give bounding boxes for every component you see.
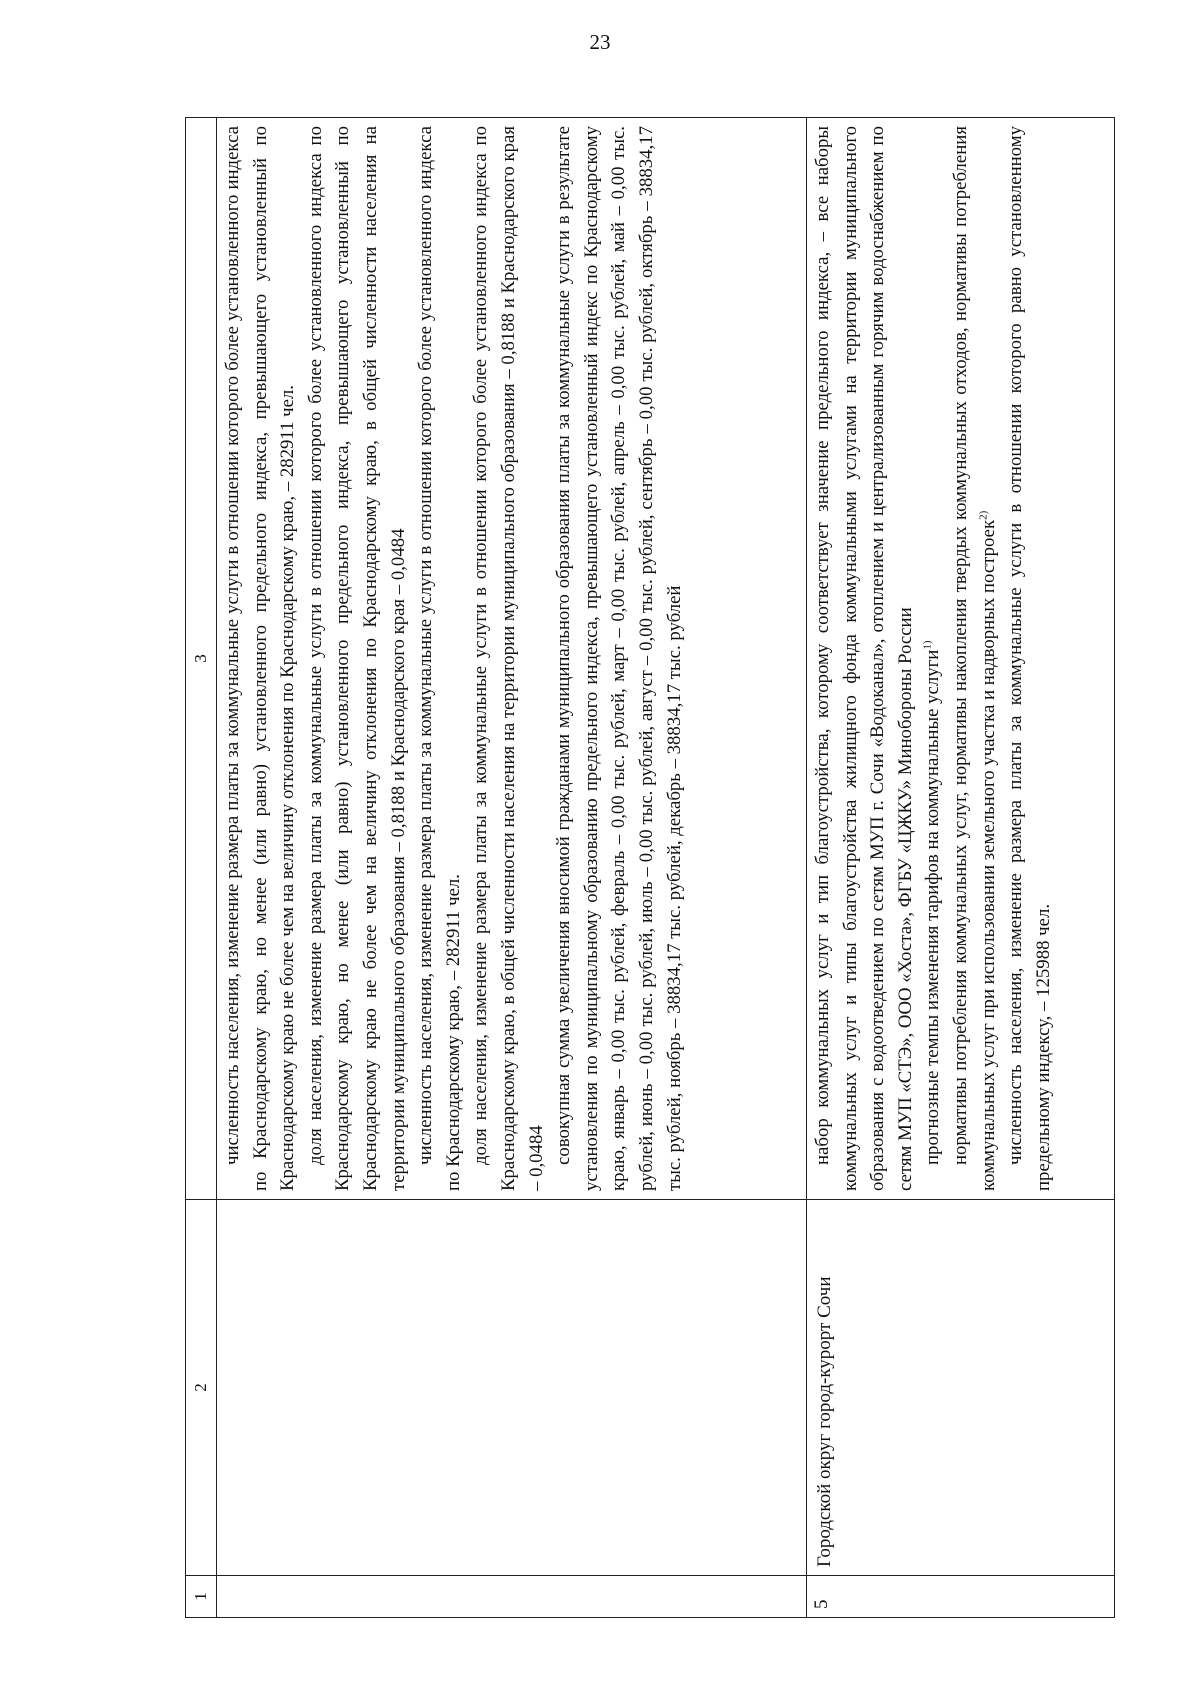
paragraph: численность населения, изменение размера платы за коммунальные услуги в отношении которого более установленного индекса по Краснодарскому краю, – 282911 чел. — [415, 126, 464, 1191]
footnote-ref: 1) — [922, 640, 935, 650]
table-row — [217, 118, 807, 1618]
table-row — [807, 118, 1115, 1618]
paragraph — [919, 126, 947, 1191]
paragraph-text: прогнозные темпы изменения тарифов на коммунальные услуги — [922, 649, 944, 1165]
paragraph: численность населения, изменение размера платы за коммунальные услуги в отношении которого более установленного индекса по Краснодарскому краю, но менее (или равно) установленного предельного индекса, превышающего установленный по Краснодарскому краю не более чем на величину отклонения по Краснодарскому краю, – 282911 чел. — [222, 126, 299, 1191]
paragraph-text: нормативы потребления коммунальных услуг, нормативы накопления твердых коммунальных отходов, нормативы потребления коммунальных услуг при использовании земельного участка и надворных построек — [949, 126, 999, 1191]
header-cell-3: 3 — [186, 118, 217, 1200]
paragraph: доля населения, изменение размера платы за коммунальные услуги в отношении которого более установленного индекса по Краснодарскому краю, в общей численности населения на территории муниципального образования – 0,8188 и Краснодарского края – 0,0484 — [470, 126, 547, 1191]
page-number: 23 — [589, 30, 611, 54]
footnote-ref: 2) — [977, 510, 990, 520]
table-header-row — [186, 118, 217, 1618]
header-cell-1: 1 — [186, 1576, 217, 1618]
paragraph: численность населения, изменение размера платы за коммунальные услуги в отношении которого равно установленному предельному индексу, – 125988 чел. — [1005, 126, 1054, 1191]
row-number-cell — [217, 1576, 807, 1618]
row-number-cell: 5 — [807, 1576, 1115, 1618]
region-cell: Городской округ город-курорт Сочи — [807, 1200, 1115, 1576]
paragraph — [947, 126, 1002, 1191]
paragraph: набор коммунальных услуг и тип благоустройства, которому соответствует значение предельного индекса, – все наборы коммунальных услуг и типы благоустройства жилищного фонда коммунальными услугами на территории муниципального образования с водоотведением по сетям МУП г. Сочи «Водоканал», отоплением и централизованным горячим водоснабжением по сетям МУП «СТЭ», ООО «Хоста», ФГБУ «ЦЖКУ» Минобороны России — [812, 126, 916, 1191]
paragraph: совокупная сумма увеличения вносимой гражданами муниципального образования платы за коммунальные услуги в результате установления по муниципальному образованию предельного индекса, превышающего установленный индекс по Краснодарскому краю, январь – 0,00 тыс. рублей, февраль – 0,00 тыс. рублей, март – 0,00 тыс. рублей, апрель – 0,00 тыс. рублей, май – 0,00 тыс. рублей, июнь – 0,00 тыс. рублей, июль – 0,00 тыс. рублей, август – 0,00 тыс. рублей, сентябрь – 0,00 тыс. рублей, октябрь – 38834,17 тыс. рублей, ноябрь – 38834,17 тыс. рублей, декабрь – 38834,17 тыс. рублей — [553, 126, 685, 1191]
index-table — [185, 117, 1115, 1618]
content-cell — [217, 118, 807, 1200]
paragraph: доля населения, изменение размера платы за коммунальные услуги в отношении которого более установленного индекса по Краснодарскому краю, но менее (или равно) установленного предельного индекса, превышающего установленный по Краснодарскому краю не более чем на величину отклонения по Краснодарскому краю, в общей численности населения на территории муниципального образования – 0,8188 и Краснодарского края – 0,0484 — [304, 126, 409, 1191]
region-cell — [217, 1200, 807, 1576]
content-cell — [807, 118, 1115, 1200]
header-cell-2: 2 — [186, 1200, 217, 1576]
rotated-table-container — [185, 118, 1115, 1618]
